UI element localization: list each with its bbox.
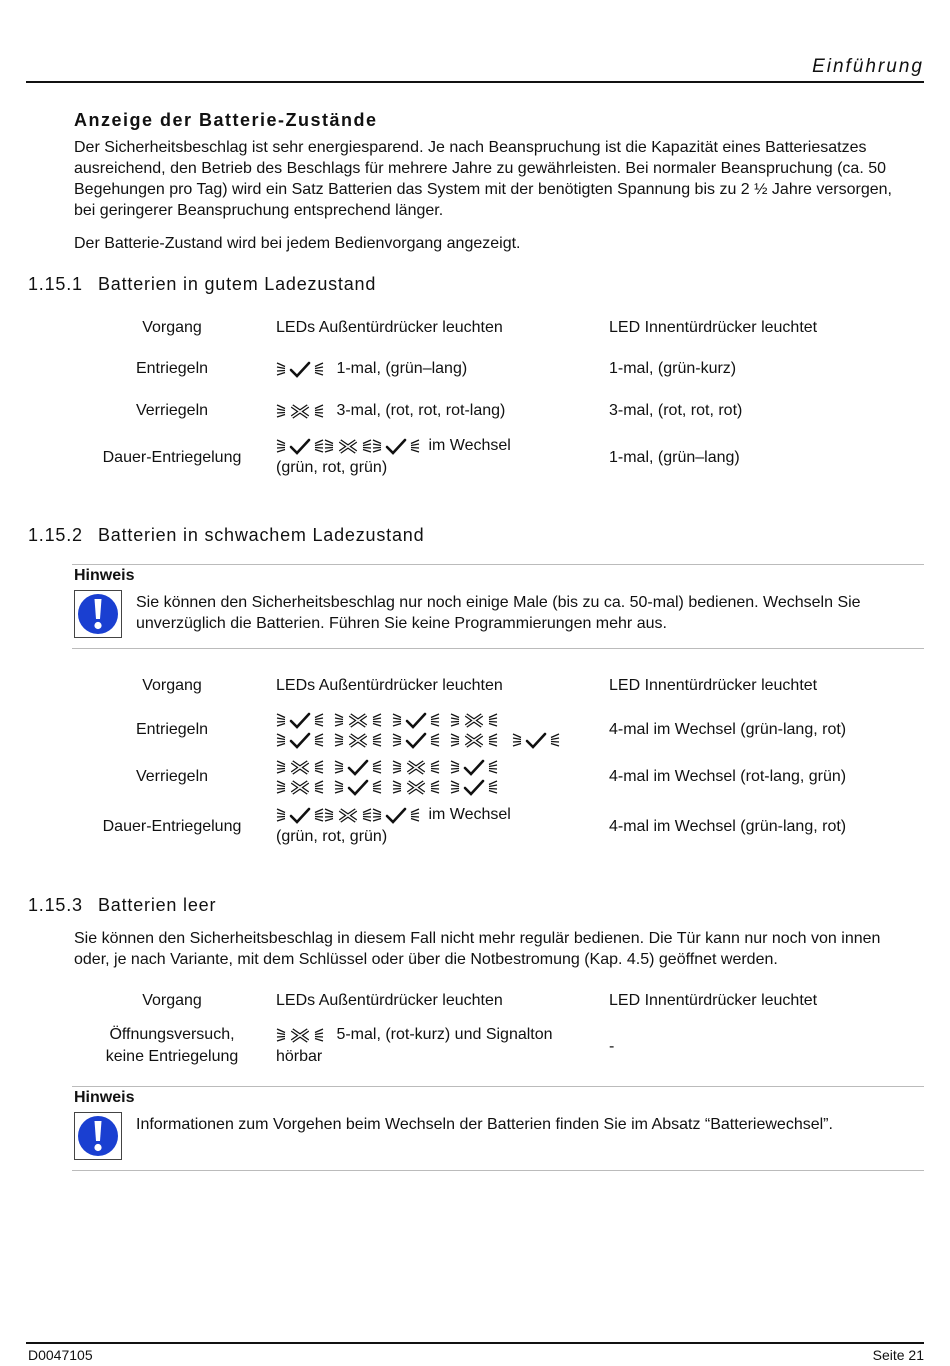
led-green-icon: [334, 778, 382, 796]
led-description-2: hörbar: [276, 1048, 323, 1065]
subsection-heading-1: [28, 274, 376, 295]
led-red-icon: [392, 758, 440, 776]
led-green-icon: [450, 778, 498, 796]
table-cell-leds: [276, 804, 596, 848]
led-red-icon: [276, 402, 324, 420]
led-red-icon: [450, 731, 498, 749]
led-green-icon: [372, 806, 420, 824]
intro-line: Begehungen pro Tag) wird ein Satz Batterien das System mit der benötigten Spannung bis zu 2 ½ Jahre versorgen,: [74, 181, 892, 198]
table-cell-innen: 3-mal, (rot, rot, rot): [609, 402, 743, 419]
hint-text: [136, 592, 926, 634]
led-description: 5-mal, (rot-kurz) und Signalton: [336, 1026, 553, 1043]
empty-batteries-paragraph: [74, 928, 929, 970]
table-cell-leds: [276, 435, 596, 479]
table-cell-innen: 1-mal, (grün-kurz): [609, 360, 737, 377]
subsection-title: Batterien in schwachem Ladezustand: [98, 525, 425, 545]
table-cell-vorgang: Dauer-Entriegelung: [102, 818, 242, 835]
hint-rule-top: [72, 1086, 924, 1087]
footer-rule: [26, 1342, 924, 1344]
table-cell-innen: 4-mal im Wechsel (grün-lang, rot): [609, 818, 847, 835]
led-green-icon: [276, 437, 324, 455]
led-description: 3-mal, (rot, rot, rot-lang): [336, 402, 506, 419]
led-green-icon: [512, 731, 560, 749]
led-green-icon: [392, 731, 440, 749]
col-header-innen: LED Innentürdrücker leuchtet: [609, 319, 818, 336]
led-red-icon: [276, 778, 324, 796]
table-cell-vorgang: Dauer-Entriegelung: [102, 449, 242, 466]
subsection-heading-3: [28, 895, 216, 916]
hint-title: Hinweis: [74, 1089, 135, 1106]
intro-line: bei geringerer Beanspruchung entsprechend länger.: [74, 202, 444, 219]
col-header-vorgang: Vorgang: [142, 319, 202, 336]
page-header-title: Einführung: [812, 56, 924, 77]
col-header-vorgang: Vorgang: [142, 677, 202, 694]
table-cell-leds: [276, 710, 596, 750]
led-red-icon: [276, 1026, 324, 1044]
subsection-number: 1.15.1: [28, 274, 83, 294]
subsection-title: Batterien in gutem Ladezustand: [98, 274, 377, 294]
hint-rule-top: [72, 564, 924, 565]
table-cell-innen: 4-mal im Wechsel (grün-lang, rot): [609, 721, 847, 738]
led-description-2: (grün, rot, grün): [276, 459, 388, 476]
table-cell-innen: 4-mal im Wechsel (rot-lang, grün): [609, 768, 847, 785]
vorgang-line: Öffnungsversuch,: [109, 1026, 235, 1043]
table-cell-vorgang: Verriegeln: [135, 768, 209, 785]
led-red-icon: [324, 806, 372, 824]
hint-rule-bottom: [72, 648, 924, 649]
footer-page-number: Seite 21: [872, 1347, 924, 1363]
hint-line: Sie können den Sicherheitsbeschlag nur noch einige Male (bis zu ca. 50-mal) bedienen. Wechseln Sie: [136, 594, 861, 611]
led-description: im Wechsel: [428, 437, 511, 454]
paragraph-line: Sie können den Sicherheitsbeschlag in diesem Fall nicht mehr regulär bedienen. Die Tür kann nur noch von innen: [74, 930, 881, 947]
table-cell-vorgang: Entriegeln: [135, 360, 209, 377]
intro-paragraph-2: Der Batterie-Zustand wird bei jedem Bedienvorgang angezeigt.: [74, 235, 521, 252]
led-green-icon: [392, 711, 440, 729]
led-green-icon: [276, 806, 324, 824]
col-header-innen: LED Innentürdrücker leuchtet: [609, 677, 818, 694]
intro-line: ausreichend, den Betrieb des Beschlags für mehrere Jahre zu gewährleisten. Bei normaler Beanspruchung (ca. 50: [74, 160, 887, 177]
led-description-2: (grün, rot, grün): [276, 828, 388, 845]
table-cell-vorgang: Entriegeln: [135, 721, 209, 738]
led-red-icon: [392, 778, 440, 796]
col-header-leds: LEDs Außentürdrücker leuchten: [276, 992, 503, 1009]
table-cell-leds: [276, 400, 596, 422]
table-cell-vorgang: [86, 1024, 258, 1068]
led-green-icon: [372, 437, 420, 455]
led-green-icon: [450, 758, 498, 776]
led-green-icon: [276, 731, 324, 749]
subsection-number: 1.15.2: [28, 525, 83, 545]
col-header-vorgang: Vorgang: [142, 992, 202, 1009]
footer-doc-id: D0047105: [28, 1347, 93, 1363]
col-header-leds: LEDs Außentürdrücker leuchten: [276, 677, 503, 694]
exclamation-icon: [74, 1112, 122, 1160]
led-description: 1-mal, (grün–lang): [336, 360, 468, 377]
table-cell-vorgang: Verriegeln: [135, 402, 209, 419]
exclamation-icon: [74, 590, 122, 638]
intro-paragraph: [74, 137, 929, 221]
hint-text: Informationen zum Vorgehen beim Wechseln der Batterien finden Sie im Absatz “Batteriewechsel”.: [136, 1116, 833, 1133]
led-green-icon: [276, 711, 324, 729]
led-red-icon: [334, 711, 382, 729]
col-header-leds: LEDs Außentürdrücker leuchten: [276, 319, 503, 336]
led-red-icon: [276, 758, 324, 776]
section-heading: Anzeige der Batterie-Zustände: [74, 110, 378, 130]
hint-line: unverzüglich die Batterien. Führen Sie keine Programmierungen mehr aus.: [136, 615, 667, 632]
subsection-title: Batterien leer: [98, 895, 217, 915]
subsection-heading-2: [28, 525, 424, 546]
intro-line: Der Sicherheitsbeschlag ist sehr energiesparend. Je nach Beanspruchung ist die Kapazität eines Batteriesatzes: [74, 139, 867, 156]
hint-title: Hinweis: [74, 567, 135, 584]
led-red-icon: [324, 437, 372, 455]
hint-rule-bottom: [72, 1170, 924, 1171]
header-rule: [26, 81, 924, 83]
led-green-icon: [276, 360, 324, 378]
subsection-number: 1.15.3: [28, 895, 83, 915]
table-cell-innen: -: [609, 1038, 615, 1055]
led-description: im Wechsel: [428, 806, 511, 823]
table-cell-leds: [276, 757, 596, 797]
col-header-innen: LED Innentürdrücker leuchtet: [609, 992, 818, 1009]
led-red-icon: [450, 711, 498, 729]
paragraph-line: oder, je nach Variante, mit dem Schlüssel oder über die Notbestromung (Kap. 4.5) geöffnet werden.: [74, 951, 778, 968]
table-cell-leds: [276, 1024, 596, 1068]
vorgang-line: keine Entriegelung: [105, 1048, 239, 1065]
led-green-icon: [334, 758, 382, 776]
table-cell-leds: [276, 358, 596, 380]
table-cell-innen: 1-mal, (grün–lang): [609, 449, 740, 466]
led-red-icon: [334, 731, 382, 749]
